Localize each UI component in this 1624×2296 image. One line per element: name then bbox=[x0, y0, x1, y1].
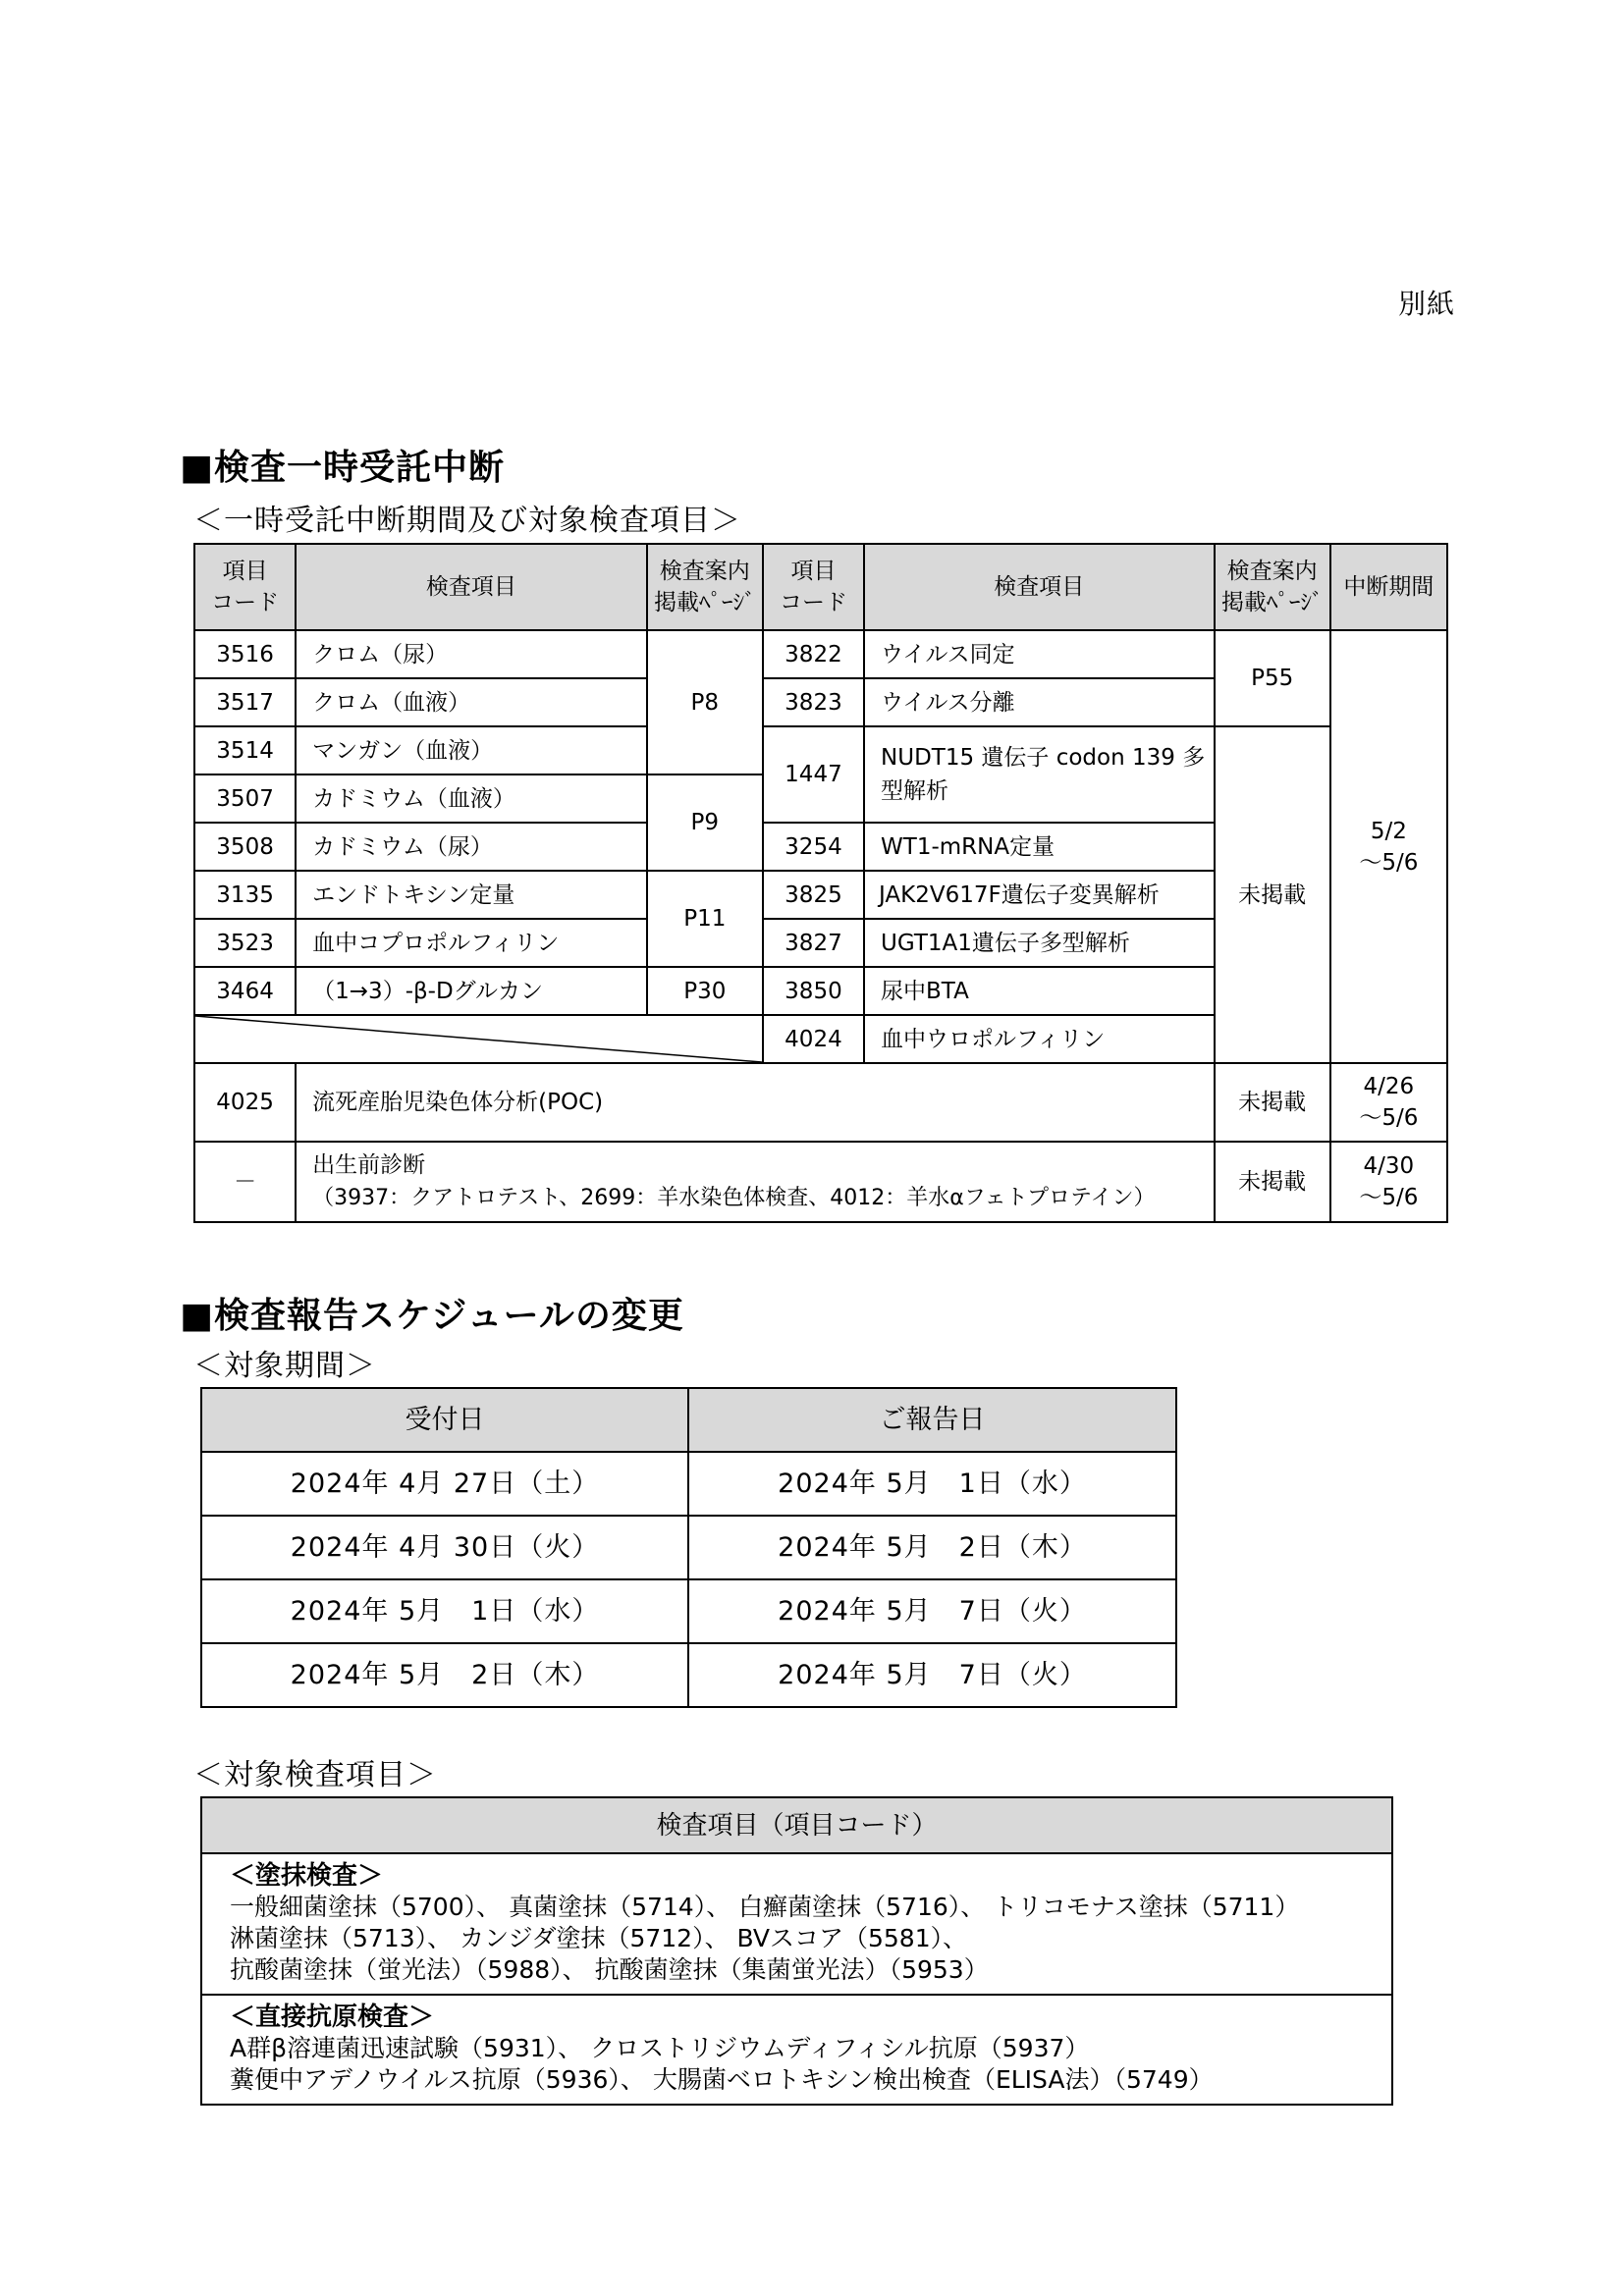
item-name: カドミウム（血液） bbox=[296, 774, 647, 823]
smear-test-line: 淋菌塗抹（5713）、 カンジダ塗抹（5712）、 BVスコア（5581）、 bbox=[230, 1924, 968, 1952]
antigen-test-cell bbox=[201, 1995, 1392, 2105]
section-title-suspension: ■検査一時受託中断 bbox=[180, 448, 506, 488]
item-code: 3464 bbox=[194, 967, 296, 1015]
guide-page: 未掲載 bbox=[1215, 1063, 1330, 1142]
item-name: 血中コプロポルフィリン bbox=[296, 919, 647, 967]
header-period: 中断期間 bbox=[1330, 544, 1447, 630]
header-report-date: ご報告日 bbox=[688, 1388, 1176, 1452]
received-date: 2024年 5月 2日（木） bbox=[201, 1643, 688, 1707]
item-name: マンガン（血液） bbox=[296, 726, 647, 774]
section-subtitle-suspension: ＜一時受託中断期間及び対象検査項目＞ bbox=[193, 504, 741, 538]
smear-test-line: 一般細菌塗抹（5700）、 真菌塗抹（5714）、 白癬菌塗抹（5716）、 トリコモナス塗抹（5711） bbox=[230, 1893, 1300, 1921]
header-item: 検査項目 bbox=[864, 544, 1215, 630]
guide-page: P55 bbox=[1215, 630, 1330, 726]
header-code: 項目 コード bbox=[763, 544, 864, 630]
item-name: ウイルス同定 bbox=[864, 630, 1215, 678]
suspension-table bbox=[193, 543, 1448, 1223]
prenatal-title: 出生前診断 bbox=[312, 1152, 426, 1178]
item-name: JAK2V617F遺伝子変異解析 bbox=[864, 871, 1215, 919]
item-name: 尿中BTA bbox=[864, 967, 1215, 1015]
received-date: 2024年 4月 30日（火） bbox=[201, 1516, 688, 1579]
section-subtitle-items: ＜対象検査項目＞ bbox=[193, 1758, 437, 1792]
schedule-table bbox=[200, 1387, 1177, 1708]
item-name: ウイルス分離 bbox=[864, 678, 1215, 726]
prenatal-detail: （3937：クアトロテスト、2699：羊水染色体検査、4012：羊水αフェトプロテイン） bbox=[312, 1186, 1156, 1210]
smear-test-title: ＜塗抹検査＞ bbox=[230, 1861, 384, 1891]
item-code: 3825 bbox=[763, 871, 864, 919]
item-code: 3514 bbox=[194, 726, 296, 774]
item-code: 3823 bbox=[763, 678, 864, 726]
guide-page: P30 bbox=[647, 967, 763, 1015]
item-code: 3254 bbox=[763, 823, 864, 871]
item-code: 3516 bbox=[194, 630, 296, 678]
item-name: 流死産胎児染色体分析(POC) bbox=[296, 1063, 1214, 1142]
item-code: － bbox=[194, 1142, 296, 1222]
item-name: UGT1A1遺伝子多型解析 bbox=[864, 919, 1215, 967]
header-code: 項目 コード bbox=[194, 544, 296, 630]
guide-page: P11 bbox=[647, 871, 763, 967]
suspension-period: 4/26 ～5/6 bbox=[1330, 1063, 1447, 1142]
item-name: クロム（尿） bbox=[296, 630, 647, 678]
item-name: クロム（血液） bbox=[296, 678, 647, 726]
section-title-schedule: ■検査報告スケジュールの変更 bbox=[180, 1296, 684, 1336]
item-code: 4025 bbox=[194, 1063, 296, 1142]
received-date: 2024年 5月 1日（水） bbox=[201, 1579, 688, 1643]
target-items-table bbox=[200, 1796, 1393, 2106]
item-name: 血中ウロポルフィリン bbox=[864, 1015, 1215, 1063]
suspension-period: 4/30 ～5/6 bbox=[1330, 1142, 1447, 1222]
smear-test-line: 抗酸菌塗抹（蛍光法）（5988）、 抗酸菌塗抹（集菌蛍光法）（5953） bbox=[230, 1955, 989, 1984]
item-code: 3822 bbox=[763, 630, 864, 678]
item-code: 3850 bbox=[763, 967, 864, 1015]
item-code: 1447 bbox=[763, 726, 864, 823]
guide-page: 未掲載 bbox=[1215, 1142, 1330, 1222]
suspension-period: 5/2 ～5/6 bbox=[1330, 630, 1447, 1063]
smear-test-cell bbox=[201, 1853, 1392, 1995]
header-item: 検査項目 bbox=[296, 544, 647, 630]
antigen-test-line: 糞便中アデノウイルス抗原（5936）、 大腸菌ベロトキシン検出検査（ELISA法）（5749） bbox=[230, 2065, 1214, 2094]
item-code: 3135 bbox=[194, 871, 296, 919]
antigen-test-title: ＜直接抗原検査＞ bbox=[230, 2002, 435, 2032]
report-date: 2024年 5月 7日（火） bbox=[688, 1579, 1176, 1643]
attachment-label: 別紙 bbox=[1398, 288, 1456, 320]
header-page: 検査案内 掲載ﾍﾟｰｼﾞ bbox=[647, 544, 763, 630]
section-subtitle-period: ＜対象期間＞ bbox=[193, 1349, 376, 1383]
item-code: 3508 bbox=[194, 823, 296, 871]
header-page: 検査案内 掲載ﾍﾟｰｼﾞ bbox=[1215, 544, 1330, 630]
item-code: 3517 bbox=[194, 678, 296, 726]
item-code: 3507 bbox=[194, 774, 296, 823]
item-name: WT1-mRNA定量 bbox=[864, 823, 1215, 871]
guide-page: P9 bbox=[647, 774, 763, 871]
header-items: 検査項目（項目コード） bbox=[201, 1797, 1392, 1853]
item-name: エンドトキシン定量 bbox=[296, 871, 647, 919]
guide-page: P8 bbox=[647, 630, 763, 774]
header-received-date: 受付日 bbox=[201, 1388, 688, 1452]
item-code: 3827 bbox=[763, 919, 864, 967]
antigen-test-line: A群β溶連菌迅速試験（5931）、 クロストリジウムディフィシル抗原（5937） bbox=[230, 2034, 1090, 2062]
item-code: 3523 bbox=[194, 919, 296, 967]
item-name: NUDT15 遺伝子 codon 139 多型解析 bbox=[864, 726, 1215, 823]
item-name: カドミウム（尿） bbox=[296, 823, 647, 871]
report-date: 2024年 5月 2日（木） bbox=[688, 1516, 1176, 1579]
report-date: 2024年 5月 1日（水） bbox=[688, 1452, 1176, 1516]
report-date: 2024年 5月 7日（火） bbox=[688, 1643, 1176, 1707]
item-code: 4024 bbox=[763, 1015, 864, 1063]
received-date: 2024年 4月 27日（土） bbox=[201, 1452, 688, 1516]
guide-page: 未掲載 bbox=[1215, 726, 1330, 1063]
item-name bbox=[296, 1142, 1214, 1222]
empty-diagonal-cell bbox=[194, 1015, 763, 1063]
diagonal-line bbox=[195, 1016, 762, 1062]
item-name: （1→3）-β-Dグルカン bbox=[296, 967, 647, 1015]
